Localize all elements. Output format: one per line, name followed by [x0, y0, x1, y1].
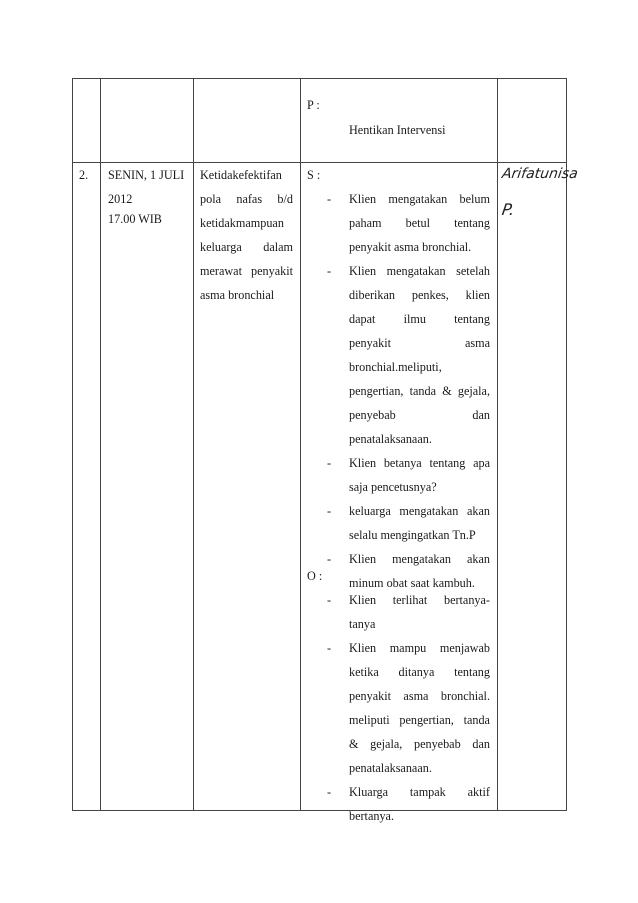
word: mengatakan	[386, 264, 446, 278]
word: bertanya-	[443, 593, 490, 607]
diagnosis-line	[200, 192, 293, 207]
diagnosis-line	[200, 240, 293, 255]
s-item-line	[349, 408, 490, 423]
s-dash: -	[327, 504, 332, 518]
word: penkes,	[411, 288, 449, 302]
word: keluarga	[349, 504, 391, 518]
s-item-line: penyakit asma bronchial.	[349, 240, 472, 254]
signature-initial: P.	[500, 200, 516, 219]
word: Klien	[349, 641, 377, 655]
word: menjawab	[439, 641, 490, 655]
word: akan	[466, 552, 490, 566]
s-item-line	[349, 384, 490, 399]
s-item-line	[349, 336, 490, 351]
p-label: P :	[307, 98, 320, 112]
word: aktif	[467, 785, 490, 799]
o-item-line	[349, 713, 490, 728]
word: tentang	[454, 665, 490, 679]
s-dash: -	[327, 456, 332, 470]
word: tampak	[409, 785, 446, 799]
s-item-line: bronchial.meliputi,	[349, 360, 442, 374]
word: klien	[465, 288, 490, 302]
word: Klien	[349, 552, 377, 566]
word: Klien	[349, 593, 377, 607]
s-item-line: penatalaksanaan.	[349, 432, 432, 446]
word: bronchial.	[440, 689, 490, 703]
s-dash: -	[327, 192, 332, 206]
word: dan	[472, 408, 490, 422]
diagnosis-line	[200, 264, 293, 279]
word: b/d	[277, 192, 293, 206]
word: nafas	[236, 192, 263, 206]
word: tentang	[454, 312, 490, 326]
s-dash: -	[327, 264, 332, 278]
word: setelah	[456, 264, 490, 278]
time: 17.00 WIB	[108, 212, 162, 226]
word: asma	[403, 689, 429, 703]
word: penyebab	[413, 737, 461, 751]
word: dalam	[263, 240, 293, 254]
word: &	[442, 384, 452, 398]
signature-name: Arifatunisa	[500, 166, 579, 182]
o-dash: -	[327, 641, 332, 655]
word: pola	[200, 192, 221, 206]
s-item-line	[349, 264, 490, 279]
o-dash: -	[327, 593, 332, 607]
s-label: S :	[307, 168, 321, 182]
word: dan	[472, 737, 490, 751]
word: Klien	[349, 264, 377, 278]
s-item-line: minum obat saat kambuh.	[349, 576, 475, 590]
s-item-line	[349, 312, 490, 327]
word: tentang	[454, 216, 490, 230]
word: gejala,	[370, 737, 403, 751]
s-item-line	[349, 288, 490, 303]
col-border-2	[193, 78, 194, 811]
date-line-1: SENIN, 1 JULI	[108, 168, 185, 182]
s-item-line	[349, 504, 490, 519]
o-item-line: penatalaksanaan.	[349, 761, 432, 775]
o-label: O :	[307, 569, 323, 583]
word: diberikan	[349, 288, 396, 302]
word: mampu	[389, 641, 427, 655]
word: ilmu	[403, 312, 426, 326]
word: Klien	[349, 456, 377, 470]
col-border-4	[497, 78, 498, 811]
word: belum	[459, 192, 490, 206]
diagnosis-line: asma bronchial	[200, 288, 275, 302]
word: tanda	[463, 713, 490, 727]
word: mengatakan	[399, 504, 459, 518]
o-item-line	[349, 785, 490, 800]
col-border-1	[100, 78, 101, 811]
word: terlihat	[392, 593, 428, 607]
word: dapat	[349, 312, 376, 326]
col-border-0	[72, 78, 73, 811]
word: apa	[473, 456, 490, 470]
word: paham	[349, 216, 382, 230]
word: ditanya	[398, 665, 435, 679]
word: merawat	[200, 264, 242, 278]
word: Kluarga	[349, 785, 389, 799]
word: keluarga	[200, 240, 242, 254]
word: mengatakan	[392, 552, 451, 566]
col-border-5	[566, 78, 567, 811]
o-item-line	[349, 689, 490, 704]
word: pengertian,	[349, 384, 404, 398]
o-dash: -	[327, 785, 332, 799]
s-item-line: saja pencetusnya?	[349, 480, 437, 494]
o-item-line	[349, 593, 490, 608]
word: meliputi	[349, 713, 390, 727]
o-item-line: bertanya.	[349, 809, 395, 823]
o-item-line	[349, 737, 490, 752]
s-item-line	[349, 192, 490, 207]
o-item-line	[349, 641, 490, 656]
s-item-line	[349, 216, 490, 231]
word: penyebab	[349, 408, 396, 422]
diagnosis-line: Ketidakefektifan	[200, 168, 282, 182]
word: gejala,	[457, 384, 490, 398]
col-border-3	[300, 78, 301, 811]
word: pengertian,	[399, 713, 454, 727]
word: penyakit	[349, 336, 391, 350]
word: penyakit	[349, 689, 391, 703]
word: mengatakan	[388, 192, 448, 206]
word: tanda	[409, 384, 437, 398]
row-divider	[72, 162, 567, 163]
o-item-line: tanya	[349, 617, 376, 631]
o-item-line	[349, 665, 490, 680]
word: tentang	[429, 456, 466, 470]
table-bottom-border	[72, 810, 567, 811]
table-top-border	[72, 78, 567, 79]
word: asma	[464, 336, 490, 350]
word: Klien	[349, 192, 377, 206]
date-line-2: 2012	[108, 192, 133, 206]
diagnosis-line: ketidakmampuan	[200, 216, 284, 230]
row-number: 2.	[79, 168, 89, 182]
s-item-line	[349, 552, 490, 567]
s-item-line	[349, 456, 490, 471]
s-dash: -	[327, 552, 332, 566]
word: betul	[405, 216, 430, 230]
word: penyakit	[251, 264, 293, 278]
word: akan	[466, 504, 490, 518]
word: &	[349, 737, 359, 751]
p-text: Hentikan Intervensi	[349, 123, 446, 137]
word: ketika	[349, 665, 379, 679]
word: betanya	[383, 456, 422, 470]
s-item-line: selalu mengingatkan Tn.P	[349, 528, 476, 542]
